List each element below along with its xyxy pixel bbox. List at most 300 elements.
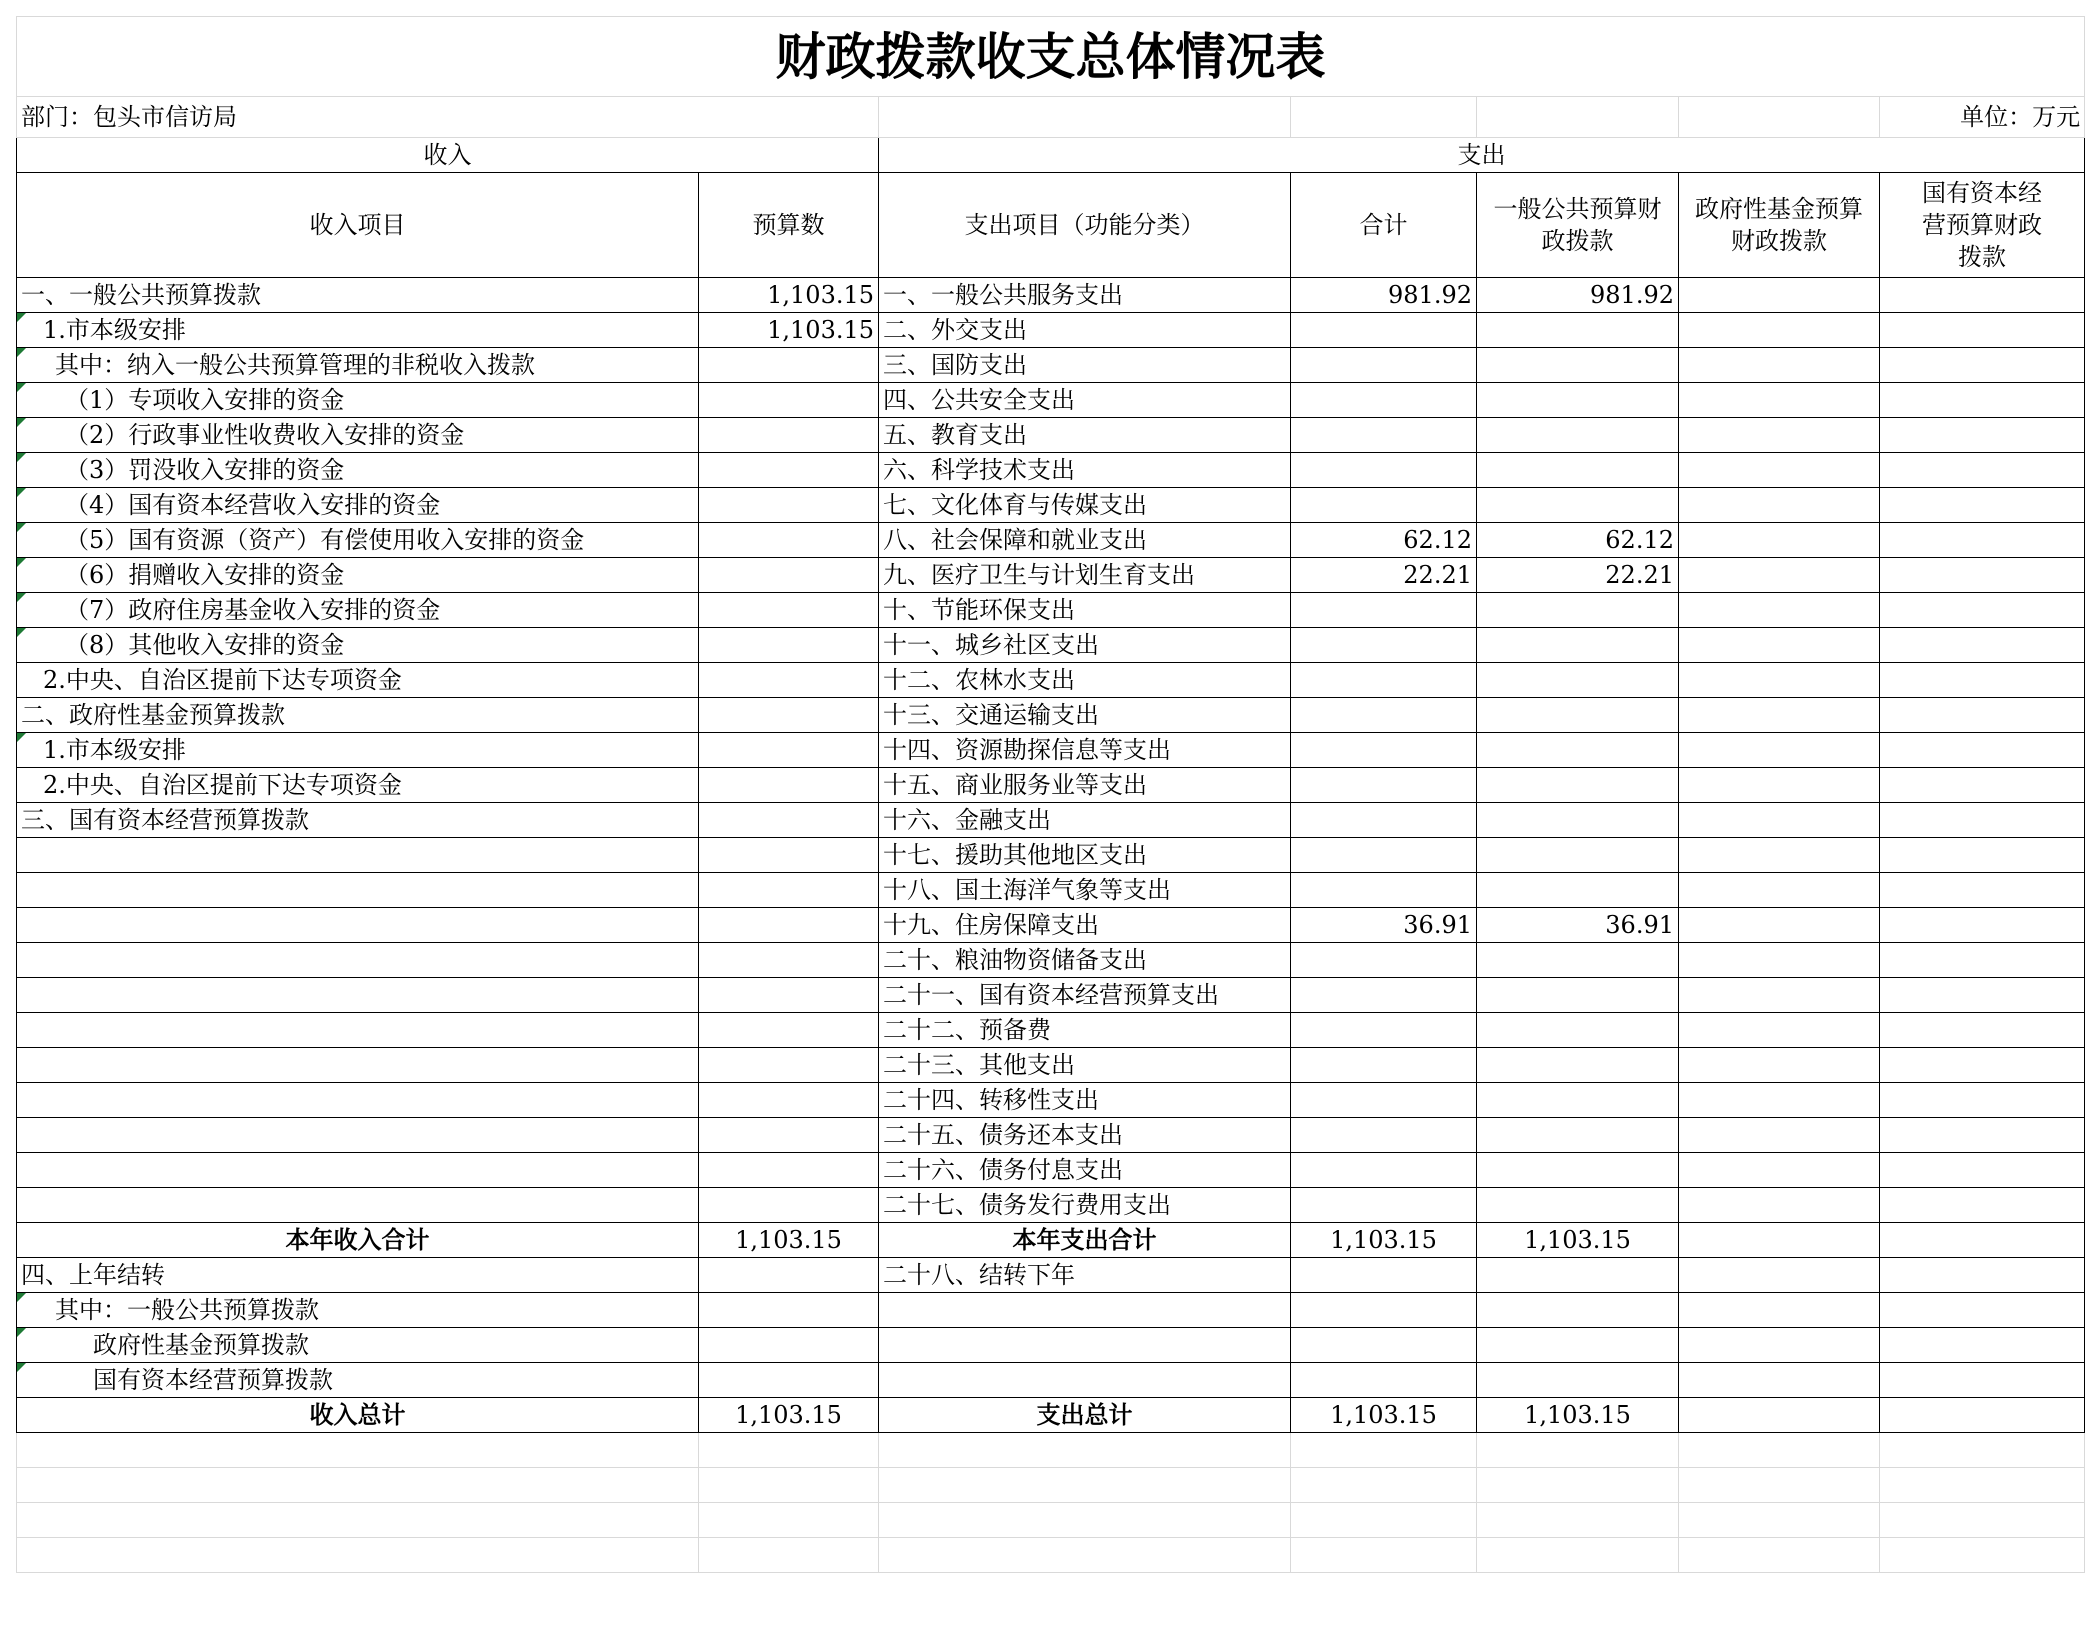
budget-cell — [699, 383, 879, 418]
grid-cell — [1291, 1433, 1477, 1468]
general-budget-cell: 22.21 — [1477, 558, 1679, 593]
grand-expense-total-value: 1,103.15 — [1291, 1398, 1477, 1433]
empty-grid-row — [17, 1433, 2085, 1468]
fund-budget-cell — [1679, 453, 1880, 488]
income-item-cell — [17, 1083, 699, 1118]
total-cell: 36.91 — [1291, 908, 1477, 943]
budget-cell — [699, 943, 879, 978]
fund-budget-cell — [1679, 1258, 1880, 1293]
table-row — [17, 698, 2085, 733]
general-budget-cell — [1477, 1048, 1679, 1083]
expense-item-cell: 三、国防支出 — [879, 348, 1291, 383]
general-budget-cell — [1477, 1328, 1679, 1363]
total-cell: 62.12 — [1291, 523, 1477, 558]
state-capital-cell — [1880, 978, 2085, 1013]
income-section-header: 收入 — [17, 138, 879, 173]
budget-cell — [699, 523, 879, 558]
budget-cell — [699, 593, 879, 628]
total-cell — [1291, 1153, 1477, 1188]
table-row — [17, 733, 2085, 768]
total-cell — [1291, 1118, 1477, 1153]
table-cell — [1679, 1223, 1880, 1258]
expense-item-cell: 二十三、其他支出 — [879, 1048, 1291, 1083]
year-expense-total-label: 本年支出合计 — [879, 1223, 1291, 1258]
state-capital-cell — [1880, 523, 2085, 558]
fund-budget-cell — [1679, 768, 1880, 803]
total-cell — [1291, 838, 1477, 873]
empty-grid-row — [17, 1538, 2085, 1573]
state-capital-cell — [1880, 383, 2085, 418]
general-budget-cell: 62.12 — [1477, 523, 1679, 558]
table-row — [17, 768, 2085, 803]
income-item-cell — [17, 1118, 699, 1153]
budget-cell — [699, 1048, 879, 1083]
fund-budget-cell — [1679, 1013, 1880, 1048]
income-item-cell: （1）专项收入安排的资金 — [17, 383, 699, 418]
state-capital-cell — [1880, 1153, 2085, 1188]
income-item-cell: 2.中央、自治区提前下达专项资金 — [17, 768, 699, 803]
general-budget-cell — [1477, 1188, 1679, 1223]
total-cell — [1291, 1328, 1477, 1363]
grid-cell — [1679, 1468, 1880, 1503]
table-row — [17, 488, 2085, 523]
table-cell — [1880, 1398, 2085, 1433]
budget-cell — [699, 488, 879, 523]
meta-blank — [1477, 97, 1679, 138]
grand-expense-total-label: 支出总计 — [879, 1398, 1291, 1433]
general-budget-cell — [1477, 453, 1679, 488]
meta-blank — [1679, 97, 1880, 138]
state-capital-header: 国有资本经营预算财政拨款 — [1880, 173, 2085, 278]
state-capital-cell — [1880, 1258, 2085, 1293]
table-row — [17, 838, 2085, 873]
grid-cell — [17, 1538, 699, 1573]
budget-cell — [699, 1293, 879, 1328]
general-budget-cell — [1477, 1258, 1679, 1293]
budget-cell — [699, 453, 879, 488]
unit-label: 单位：万元 — [1880, 97, 2085, 138]
general-budget-cell — [1477, 803, 1679, 838]
state-capital-cell — [1880, 873, 2085, 908]
table-row — [17, 1153, 2085, 1188]
general-budget-cell — [1477, 1083, 1679, 1118]
table-row — [17, 593, 2085, 628]
table-row — [17, 418, 2085, 453]
expense-item-cell: 二、外交支出 — [879, 313, 1291, 348]
expense-item-cell: 十八、国土海洋气象等支出 — [879, 873, 1291, 908]
total-cell — [1291, 768, 1477, 803]
general-budget-cell — [1477, 418, 1679, 453]
state-capital-cell — [1880, 453, 2085, 488]
grid-cell — [879, 1538, 1291, 1573]
expense-item-cell: 十七、援助其他地区支出 — [879, 838, 1291, 873]
budget-cell — [699, 628, 879, 663]
expense-item-cell: 十、节能环保支出 — [879, 593, 1291, 628]
total-cell — [1291, 628, 1477, 663]
grid-cell — [1291, 1468, 1477, 1503]
grand-income-total-label: 收入总计 — [17, 1398, 699, 1433]
budget-cell — [699, 873, 879, 908]
state-capital-cell — [1880, 943, 2085, 978]
expense-item-cell: 七、文化体育与传媒支出 — [879, 488, 1291, 523]
table-row — [17, 313, 2085, 348]
fund-budget-cell — [1679, 313, 1880, 348]
expense-item-cell — [879, 1328, 1291, 1363]
table-row — [17, 1188, 2085, 1223]
state-capital-cell — [1880, 733, 2085, 768]
budget-cell: 1,103.15 — [699, 278, 879, 313]
spreadsheet — [16, 16, 2084, 1573]
budget-cell — [699, 1153, 879, 1188]
grid-cell — [1880, 1468, 2085, 1503]
fund-budget-header: 政府性基金预算财政拨款 — [1679, 173, 1880, 278]
total-header: 合计 — [1291, 173, 1477, 278]
grid-cell — [1291, 1503, 1477, 1538]
table-row — [17, 628, 2085, 663]
income-item-cell: （3）罚没收入安排的资金 — [17, 453, 699, 488]
table-row — [17, 453, 2085, 488]
table-row — [17, 1258, 2085, 1293]
total-cell — [1291, 1258, 1477, 1293]
budget-cell — [699, 733, 879, 768]
income-item-cell: 2.中央、自治区提前下达专项资金 — [17, 663, 699, 698]
expense-item-cell: 九、医疗卫生与计划生育支出 — [879, 558, 1291, 593]
total-cell — [1291, 348, 1477, 383]
budget-cell — [699, 803, 879, 838]
state-capital-cell — [1880, 1188, 2085, 1223]
fund-budget-cell — [1679, 908, 1880, 943]
grid-cell — [699, 1433, 879, 1468]
total-cell — [1291, 1083, 1477, 1118]
general-budget-cell — [1477, 873, 1679, 908]
state-capital-cell — [1880, 418, 2085, 453]
grand-income-total-value: 1,103.15 — [699, 1398, 879, 1433]
state-capital-cell — [1880, 838, 2085, 873]
empty-grid-row — [17, 1468, 2085, 1503]
total-cell — [1291, 943, 1477, 978]
meta-blank — [879, 97, 1291, 138]
state-capital-cell — [1880, 1328, 2085, 1363]
expense-item-cell: 二十二、预备费 — [879, 1013, 1291, 1048]
fund-budget-cell — [1679, 943, 1880, 978]
total-cell — [1291, 698, 1477, 733]
expense-item-cell: 六、科学技术支出 — [879, 453, 1291, 488]
fund-budget-cell — [1679, 1048, 1880, 1083]
general-budget-cell — [1477, 733, 1679, 768]
income-item-cell — [17, 943, 699, 978]
general-budget-cell — [1477, 1013, 1679, 1048]
grid-cell — [879, 1503, 1291, 1538]
general-budget-cell: 36.91 — [1477, 908, 1679, 943]
table-row — [17, 663, 2085, 698]
budget-cell — [699, 418, 879, 453]
total-cell — [1291, 1188, 1477, 1223]
income-item-cell — [17, 873, 699, 908]
total-cell — [1291, 1363, 1477, 1398]
income-item-cell: （7）政府住房基金收入安排的资金 — [17, 593, 699, 628]
state-capital-cell — [1880, 803, 2085, 838]
total-cell: 22.21 — [1291, 558, 1477, 593]
state-capital-cell — [1880, 628, 2085, 663]
expense-item-cell: 二十一、国有资本经营预算支出 — [879, 978, 1291, 1013]
table-row — [17, 1083, 2085, 1118]
fund-budget-cell — [1679, 348, 1880, 383]
general-budget-cell — [1477, 698, 1679, 733]
budget-table — [16, 16, 2085, 1573]
total-cell — [1291, 733, 1477, 768]
fund-budget-cell — [1679, 1118, 1880, 1153]
expense-item-cell — [879, 1363, 1291, 1398]
general-budget-cell — [1477, 1118, 1679, 1153]
expense-item-cell: 五、教育支出 — [879, 418, 1291, 453]
general-budget-cell — [1477, 348, 1679, 383]
grid-cell — [879, 1433, 1291, 1468]
expense-item-header: 支出项目（功能分类） — [879, 173, 1291, 278]
income-item-cell: （5）国有资源（资产）有偿使用收入安排的资金 — [17, 523, 699, 558]
state-capital-cell — [1880, 1013, 2085, 1048]
table-row — [17, 1363, 2085, 1398]
general-budget-cell: 981.92 — [1477, 278, 1679, 313]
expense-item-cell: 二十五、债务还本支出 — [879, 1118, 1291, 1153]
expense-item-cell: 二十七、债务发行费用支出 — [879, 1188, 1291, 1223]
income-item-cell: 1.市本级安排 — [17, 313, 699, 348]
table-row — [17, 908, 2085, 943]
budget-cell — [699, 768, 879, 803]
table-row — [17, 1048, 2085, 1083]
fund-budget-cell — [1679, 1363, 1880, 1398]
table-row — [17, 978, 2085, 1013]
table-row — [17, 1118, 2085, 1153]
budget-cell — [699, 978, 879, 1013]
grand-expense-general-value: 1,103.15 — [1477, 1398, 1679, 1433]
income-item-cell: （6）捐赠收入安排的资金 — [17, 558, 699, 593]
budget-cell — [699, 1363, 879, 1398]
budget-cell — [699, 698, 879, 733]
state-capital-cell — [1880, 698, 2085, 733]
year-expense-general-value: 1,103.15 — [1477, 1223, 1679, 1258]
budget-cell — [699, 663, 879, 698]
fund-budget-cell — [1679, 628, 1880, 663]
fund-budget-cell — [1679, 383, 1880, 418]
expense-section-header: 支出 — [879, 138, 2085, 173]
budget-header: 预算数 — [699, 173, 879, 278]
grid-cell — [699, 1538, 879, 1573]
income-item-cell: （2）行政事业性收费收入安排的资金 — [17, 418, 699, 453]
expense-item-cell: 二十四、转移性支出 — [879, 1083, 1291, 1118]
general-budget-cell — [1477, 1293, 1679, 1328]
state-capital-cell — [1880, 1363, 2085, 1398]
grid-cell — [1880, 1538, 2085, 1573]
budget-cell — [699, 1188, 879, 1223]
income-item-header: 收入项目 — [17, 173, 699, 278]
total-cell — [1291, 1293, 1477, 1328]
table-row — [17, 1328, 2085, 1363]
grid-cell — [1880, 1503, 2085, 1538]
table-row — [17, 943, 2085, 978]
table-row — [17, 348, 2085, 383]
table-row — [17, 383, 2085, 418]
total-cell — [1291, 978, 1477, 1013]
general-budget-cell — [1477, 943, 1679, 978]
table-row — [17, 278, 2085, 313]
expense-item-cell: 十一、城乡社区支出 — [879, 628, 1291, 663]
total-cell — [1291, 1048, 1477, 1083]
general-budget-cell — [1477, 1153, 1679, 1188]
table-row — [17, 803, 2085, 838]
general-budget-cell — [1477, 628, 1679, 663]
total-cell — [1291, 803, 1477, 838]
expense-item-cell: 四、公共安全支出 — [879, 383, 1291, 418]
table-row — [17, 558, 2085, 593]
income-item-cell: 其中：纳入一般公共预算管理的非税收入拨款 — [17, 348, 699, 383]
state-capital-cell — [1880, 278, 2085, 313]
total-cell — [1291, 1013, 1477, 1048]
fund-budget-cell — [1679, 1083, 1880, 1118]
budget-cell: 1,103.15 — [699, 313, 879, 348]
general-budget-cell — [1477, 978, 1679, 1013]
budget-cell — [699, 838, 879, 873]
income-item-cell: 1.市本级安排 — [17, 733, 699, 768]
fund-budget-cell — [1679, 873, 1880, 908]
expense-item-cell: 二十八、结转下年 — [879, 1258, 1291, 1293]
general-budget-cell — [1477, 663, 1679, 698]
fund-budget-cell — [1679, 488, 1880, 523]
income-item-cell: 政府性基金预算拨款 — [17, 1328, 699, 1363]
general-budget-cell — [1477, 838, 1679, 873]
table-cell — [1880, 1223, 2085, 1258]
sheet-title: 财政拨款收支总体情况表 — [17, 17, 2085, 97]
grid-cell — [1679, 1503, 1880, 1538]
expense-item-cell: 十三、交通运输支出 — [879, 698, 1291, 733]
department-label: 部门：包头市信访局 — [17, 97, 879, 138]
grid-cell — [17, 1468, 699, 1503]
expense-item-cell: 二十六、债务付息支出 — [879, 1153, 1291, 1188]
income-item-cell — [17, 978, 699, 1013]
total-cell — [1291, 383, 1477, 418]
total-cell — [1291, 418, 1477, 453]
fund-budget-cell — [1679, 733, 1880, 768]
expense-item-cell: 一、一般公共服务支出 — [879, 278, 1291, 313]
grid-cell — [17, 1503, 699, 1538]
expense-item-cell: 十四、资源勘探信息等支出 — [879, 733, 1291, 768]
general-budget-header: 一般公共预算财政拨款 — [1477, 173, 1679, 278]
grid-cell — [1477, 1503, 1679, 1538]
state-capital-cell — [1880, 558, 2085, 593]
budget-cell — [699, 1328, 879, 1363]
meta-blank — [1291, 97, 1477, 138]
income-item-cell: 一、一般公共预算拨款 — [17, 278, 699, 313]
budget-cell — [699, 908, 879, 943]
general-budget-cell — [1477, 1363, 1679, 1398]
state-capital-cell — [1880, 908, 2085, 943]
budget-cell — [699, 1258, 879, 1293]
fund-budget-cell — [1679, 523, 1880, 558]
grid-cell — [1477, 1538, 1679, 1573]
general-budget-cell — [1477, 488, 1679, 523]
grid-cell — [1291, 1538, 1477, 1573]
grid-cell — [699, 1468, 879, 1503]
grid-cell — [1679, 1433, 1880, 1468]
budget-cell — [699, 348, 879, 383]
income-item-cell — [17, 1048, 699, 1083]
state-capital-cell — [1880, 663, 2085, 698]
grid-cell — [699, 1503, 879, 1538]
general-budget-cell — [1477, 313, 1679, 348]
fund-budget-cell — [1679, 593, 1880, 628]
grid-cell — [1477, 1468, 1679, 1503]
fund-budget-cell — [1679, 978, 1880, 1013]
income-item-cell: 三、国有资本经营预算拨款 — [17, 803, 699, 838]
expense-item-cell: 十六、金融支出 — [879, 803, 1291, 838]
fund-budget-cell — [1679, 1293, 1880, 1328]
budget-cell — [699, 1118, 879, 1153]
grid-cell — [879, 1468, 1291, 1503]
income-item-cell: 二、政府性基金预算拨款 — [17, 698, 699, 733]
expense-item-cell: 十五、商业服务业等支出 — [879, 768, 1291, 803]
general-budget-cell — [1477, 383, 1679, 418]
state-capital-cell — [1880, 313, 2085, 348]
income-item-cell — [17, 838, 699, 873]
fund-budget-cell — [1679, 663, 1880, 698]
total-cell — [1291, 873, 1477, 908]
fund-budget-cell — [1679, 418, 1880, 453]
expense-item-cell: 八、社会保障和就业支出 — [879, 523, 1291, 558]
state-capital-cell — [1880, 1083, 2085, 1118]
fund-budget-cell — [1679, 803, 1880, 838]
grid-cell — [1679, 1538, 1880, 1573]
fund-budget-cell — [1679, 698, 1880, 733]
income-item-cell: 其中：一般公共预算拨款 — [17, 1293, 699, 1328]
state-capital-cell — [1880, 593, 2085, 628]
income-item-cell: 国有资本经营预算拨款 — [17, 1363, 699, 1398]
budget-cell — [699, 1083, 879, 1118]
state-capital-cell — [1880, 488, 2085, 523]
table-row — [17, 523, 2085, 558]
expense-item-cell — [879, 1293, 1291, 1328]
total-cell — [1291, 663, 1477, 698]
fund-budget-cell — [1679, 1153, 1880, 1188]
fund-budget-cell — [1679, 558, 1880, 593]
state-capital-cell — [1880, 768, 2085, 803]
total-cell — [1291, 593, 1477, 628]
income-item-cell — [17, 1188, 699, 1223]
expense-item-cell: 十二、农林水支出 — [879, 663, 1291, 698]
income-item-cell: （4）国有资本经营收入安排的资金 — [17, 488, 699, 523]
year-expense-total-value: 1,103.15 — [1291, 1223, 1477, 1258]
grid-cell — [17, 1433, 699, 1468]
table-row — [17, 1293, 2085, 1328]
total-cell — [1291, 488, 1477, 523]
income-item-cell — [17, 1153, 699, 1188]
state-capital-cell — [1880, 348, 2085, 383]
income-item-cell: （8）其他收入安排的资金 — [17, 628, 699, 663]
total-cell — [1291, 313, 1477, 348]
table-row — [17, 873, 2085, 908]
expense-item-cell: 十九、住房保障支出 — [879, 908, 1291, 943]
total-cell — [1291, 453, 1477, 488]
budget-cell — [699, 558, 879, 593]
state-capital-cell — [1880, 1293, 2085, 1328]
total-cell: 981.92 — [1291, 278, 1477, 313]
fund-budget-cell — [1679, 278, 1880, 313]
income-item-cell — [17, 1013, 699, 1048]
grid-cell — [1477, 1433, 1679, 1468]
general-budget-cell — [1477, 768, 1679, 803]
state-capital-cell — [1880, 1048, 2085, 1083]
fund-budget-cell — [1679, 838, 1880, 873]
general-budget-cell — [1477, 593, 1679, 628]
year-income-total-value: 1,103.15 — [699, 1223, 879, 1258]
